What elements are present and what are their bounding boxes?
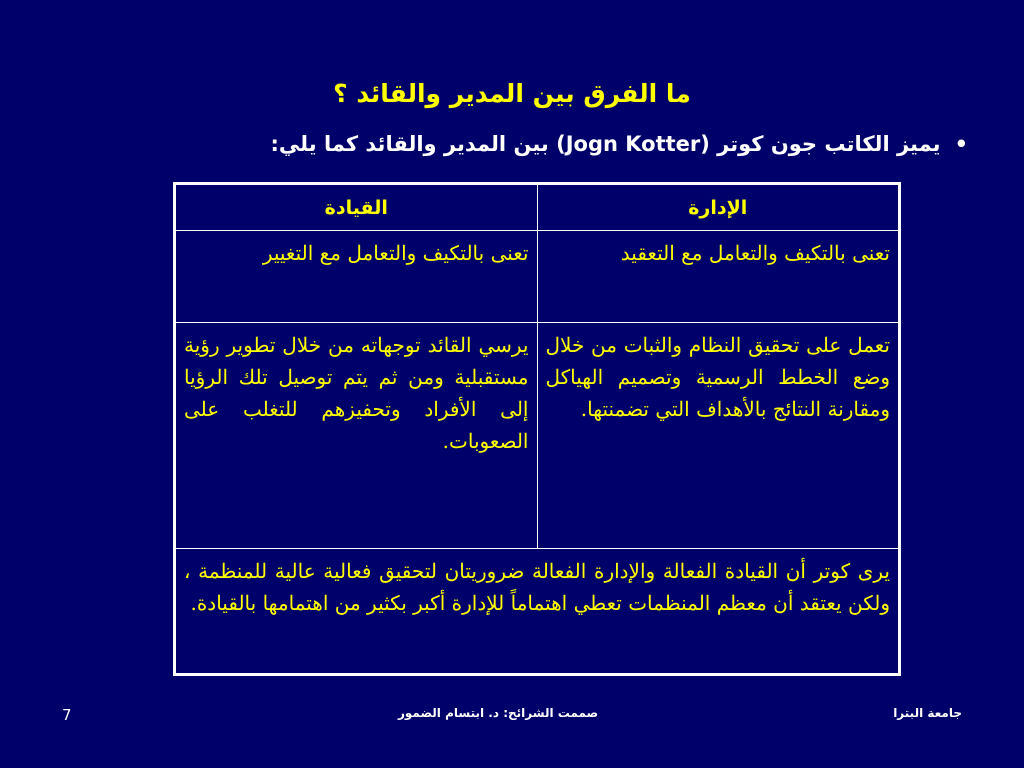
bullet-text: يميز الكاتب جون كوتر (Jogn Kotter) بين المدير والقائد كما يلي: bbox=[270, 132, 941, 156]
footer-credit: صممت الشرائح: د. ابتسام الضمور bbox=[398, 706, 599, 720]
cell-management-order: تعمل على تحقيق النظام والثبات من خلال وضع الخطط الرسمية وتصميم الهياكل ومقارنة النتائج بالأهداف التي تضمنتها. bbox=[537, 323, 899, 549]
page-number: 7 bbox=[62, 706, 72, 724]
bullet-item bbox=[68, 127, 968, 161]
table-row bbox=[176, 231, 899, 323]
bullet-marker: • bbox=[954, 132, 968, 156]
table-row bbox=[176, 323, 899, 549]
header-management: الإدارة bbox=[537, 185, 899, 231]
cell-management-complexity: تعنى بالتكيف والتعامل مع التعقيد bbox=[537, 231, 899, 323]
comparison-table-frame bbox=[173, 182, 901, 676]
table-row bbox=[176, 549, 899, 674]
cell-leadership-change: تعنى بالتكيف والتعامل مع التغيير bbox=[176, 231, 538, 323]
cell-conclusion-note: يرى كوتر أن القيادة الفعالة والإدارة الفعالة ضروريتان لتحقيق فعالية عالية للمنظمة ، ولكن يعتقد أن معظم المنظمات تعطي اهتماماً للإدارة أكبر بكثير من اهتمامها بالقيادة. bbox=[176, 549, 899, 674]
table-header-row bbox=[176, 185, 899, 231]
slide-title: ما الفرق بين المدير والقائد ؟ bbox=[333, 79, 691, 108]
footer-university: جامعة البترا bbox=[893, 706, 962, 720]
header-leadership: القيادة bbox=[176, 185, 538, 231]
cell-leadership-vision: يرسي القائد توجهاته من خلال تطوير رؤية مستقبلية ومن ثم يتم توصيل تلك الرؤيا إلى الأفراد وتحفيزهم للتغلب على الصعوبات. bbox=[176, 323, 538, 549]
comparison-table bbox=[175, 184, 899, 674]
